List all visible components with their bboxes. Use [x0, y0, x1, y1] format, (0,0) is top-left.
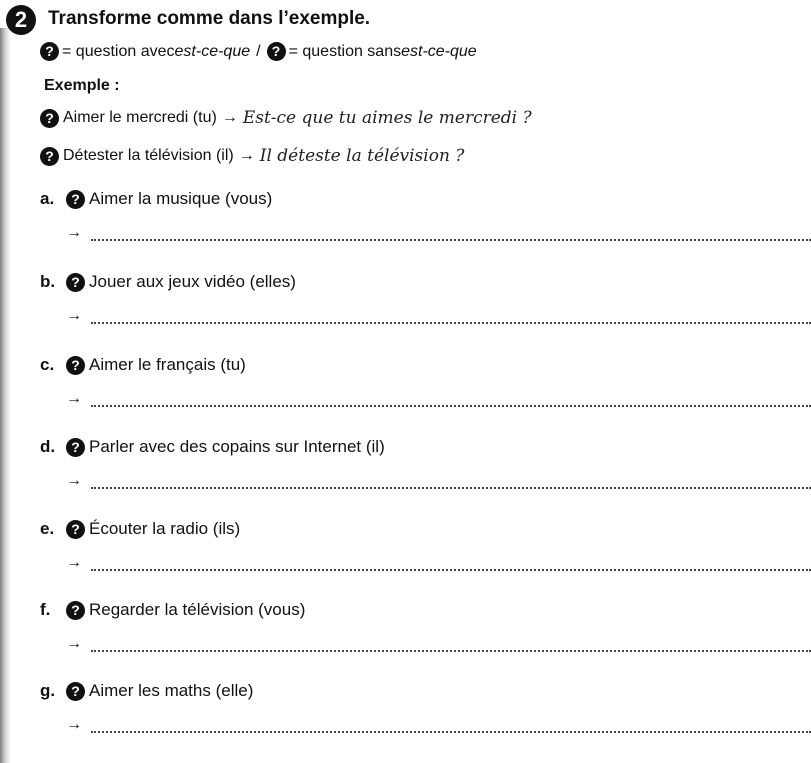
- example-prompt: Détester la télévision (il): [63, 147, 234, 164]
- arrow-icon: →: [66, 307, 82, 324]
- item-label: [40, 519, 811, 539]
- answer-field[interactable]: [91, 719, 811, 733]
- item-letter: a.: [40, 189, 55, 208]
- legend-separator: /: [256, 42, 261, 60]
- item-prompt: Aimer la musique (vous): [89, 189, 273, 208]
- answer-field[interactable]: [91, 310, 811, 324]
- exercise-item: [40, 437, 811, 489]
- exercise-item: [40, 189, 811, 241]
- answer-field[interactable]: [91, 475, 811, 489]
- arrow-icon: →: [66, 390, 82, 407]
- exercise-title: Transforme comme dans l’exemple.: [48, 8, 371, 29]
- item-letter: c.: [40, 355, 55, 374]
- item-prompt: Aimer les maths (elle): [89, 681, 254, 700]
- question-mark-icon: ?: [40, 42, 59, 61]
- arrow-icon: →: [66, 554, 82, 571]
- question-mark-icon: ?: [66, 520, 85, 539]
- exercise-item: [40, 681, 811, 733]
- item-label: [40, 681, 811, 701]
- question-mark-icon: ?: [66, 356, 85, 375]
- answer-row: [40, 387, 811, 407]
- question-mark-icon: ?: [40, 147, 59, 166]
- legend-without-italic: est-ce-que: [401, 42, 477, 60]
- arrow-icon: →: [66, 635, 82, 652]
- answer-row: [40, 551, 811, 571]
- arrow-icon: →: [66, 716, 82, 733]
- arrow-icon: →: [238, 147, 255, 164]
- item-prompt: Regarder la télévision (vous): [89, 600, 306, 619]
- answer-field[interactable]: [91, 638, 811, 652]
- question-mark-icon: ?: [267, 42, 286, 61]
- item-prompt: Aimer le français (tu): [89, 355, 246, 374]
- exercise-item: [40, 272, 811, 324]
- arrow-icon: →: [66, 472, 82, 489]
- item-letter: d.: [40, 437, 56, 456]
- example-label: Exemple :: [44, 77, 120, 94]
- legend-with-text: = question avec: [62, 42, 175, 60]
- question-mark-icon: ?: [40, 109, 59, 128]
- question-mark-icon: ?: [66, 438, 85, 457]
- item-prompt: Parler avec des copains sur Internet (il): [89, 437, 385, 456]
- answer-row: [40, 221, 811, 241]
- answer-field[interactable]: [91, 227, 811, 241]
- example-answer: Est-ce que tu aimes le mercredi ?: [242, 108, 532, 128]
- answer-row: [40, 469, 811, 489]
- item-label: [40, 272, 811, 292]
- answer-row: [40, 713, 811, 733]
- arrow-icon: →: [221, 109, 238, 126]
- question-mark-icon: ?: [66, 190, 85, 209]
- answer-row: [40, 304, 811, 324]
- question-mark-icon: ?: [66, 601, 85, 620]
- page-edge: [0, 28, 10, 763]
- exercise-item: [40, 600, 811, 652]
- legend-with-italic: est-ce-que: [174, 42, 251, 60]
- item-label: [40, 189, 811, 209]
- item-letter: g.: [40, 681, 56, 700]
- answer-row: [40, 632, 811, 652]
- arrow-icon: →: [66, 224, 82, 241]
- item-prompt: Écouter la radio (ils): [89, 519, 241, 538]
- example-line: [40, 146, 464, 166]
- item-label: [40, 355, 811, 375]
- item-label: [40, 600, 811, 620]
- question-mark-icon: ?: [66, 273, 85, 292]
- item-letter: f.: [40, 600, 51, 619]
- example-line: [40, 108, 532, 128]
- item-letter: e.: [40, 519, 55, 538]
- item-letter: b.: [40, 272, 56, 291]
- example-answer: Il déteste la télévision ?: [259, 146, 465, 166]
- item-prompt: Jouer aux jeux vidéo (elles): [89, 272, 296, 291]
- exercise-number-badge: 2: [6, 5, 36, 35]
- answer-field[interactable]: [91, 393, 811, 407]
- item-label: [40, 437, 811, 457]
- question-mark-icon: ?: [66, 682, 85, 701]
- exercise-item: [40, 355, 811, 407]
- answer-field[interactable]: [91, 557, 811, 571]
- example-prompt: Aimer le mercredi (tu): [63, 109, 217, 126]
- legend: [40, 42, 477, 61]
- legend-without-text: = question sans: [288, 42, 402, 60]
- exercise-item: [40, 519, 811, 571]
